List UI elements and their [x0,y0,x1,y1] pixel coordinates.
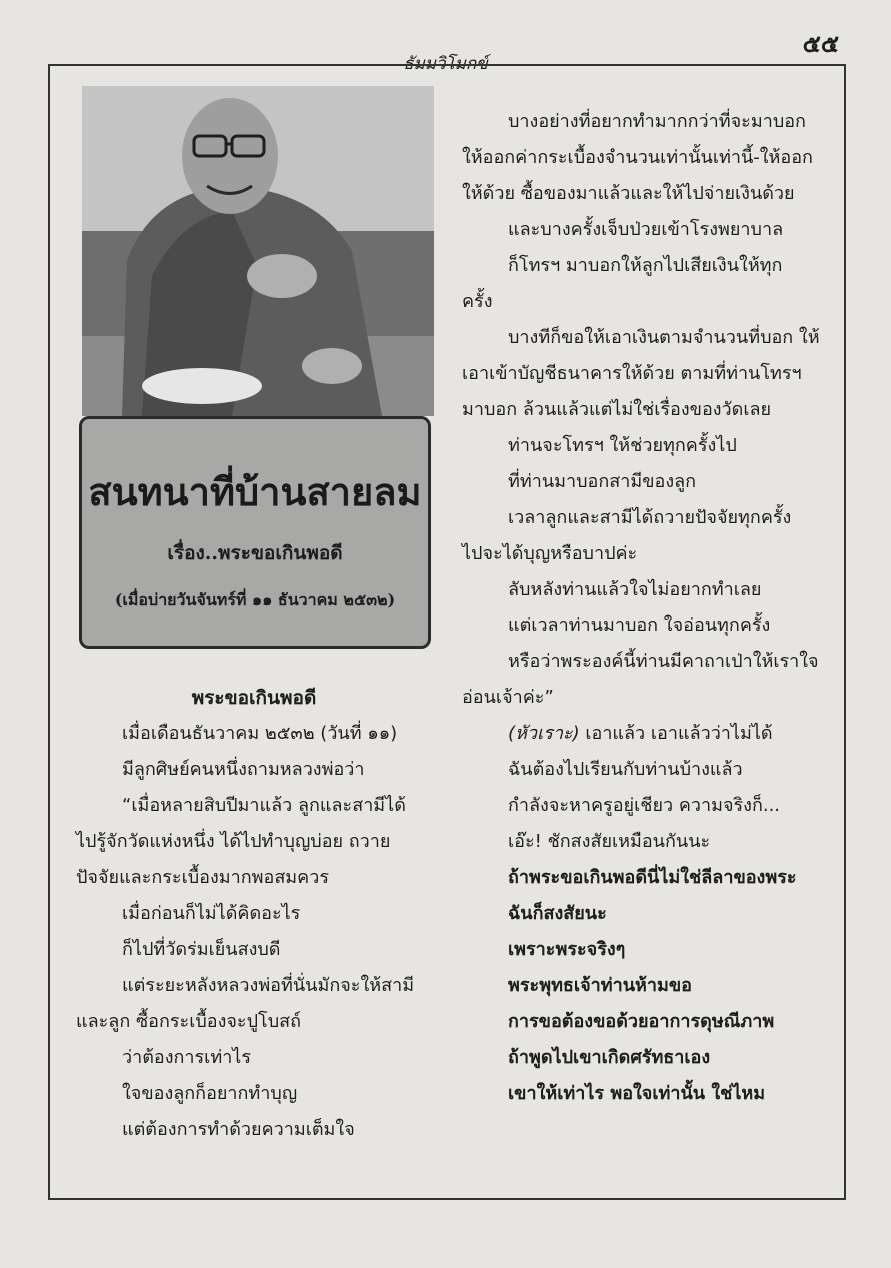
text-line: ใจของลูกก็อยากทำบุญ [122,1083,298,1104]
bold-line: ถ้าพระขอเกินพอดีนี่ไม่ใช่ลีลาของพระ [508,867,797,888]
article-date: (เมื่อบ่ายวันจันทร์ที่ ๑๑ ธันวาคม ๒๕๓๒) [114,590,396,609]
text-line: อ่อนเจ้าค่ะ” [462,687,554,708]
text-line [462,716,822,752]
text-line: บางทีก็ขอให้เอาเงินตามจำนวนที่บอก ให้ [508,327,820,348]
right-column [462,104,822,1112]
article-title: สนทนาที่บ้านสายลม [88,469,422,514]
text-line: ที่ท่านมาบอกสามีของลูก [508,471,697,492]
laughter-note: (หัวเราะ) [508,723,580,744]
text-line: ไปจะได้บุญหรือบาปค่ะ [462,543,638,564]
text-line: มาบอก ล้วนแล้วแต่ไม่ใช่เรื่องของวัดเลย [462,399,772,420]
title-box [79,416,431,649]
text-line: บางอย่างที่อยากทำมากกว่าที่จะมาบอก [508,111,806,132]
bold-line: เพราะพระจริงๆ [508,939,626,960]
text-line: ว่าต้องการเท่าไร [122,1047,252,1068]
text-line: ให้ด้วย ซื้อของมาแล้วและให้ไปจ่ายเงินด้วย [462,183,795,204]
text-line: หรือว่าพระองค์นี้ท่านมีคาถาเป่าให้เราใจ [508,651,819,672]
text-line: ลับหลังท่านแล้วใจไม่อยากทำเลย [508,579,762,600]
text-fragment: เอาแล้ว เอาแล้วว่าไม่ได้ [585,723,773,744]
bold-line: เขาให้เท่าไร พอใจเท่านั้น ใช่ไหม [508,1083,766,1104]
bold-line: การขอต้องขอด้วยอาการดุษณีภาพ [508,1011,775,1032]
bold-line: ถ้าพูดไปเขาเกิดศรัทธาเอง [508,1047,711,1068]
text-line: เอาเข้าบัญชีธนาคารให้ด้วย ตามที่ท่านโทรฯ [462,363,802,384]
article-subtitle: เรื่อง..พระขอเกินพอดี [167,542,343,564]
text-line: ก็โทรฯ มาบอกให้ลูกไปเสียเงินให้ทุก [508,255,783,276]
text-line: ให้ออกค่ากระเบื้องจำนวนเท่านั้นเท่านี้-ให้ออก [462,147,813,168]
page-number: ๕๕ [802,29,839,58]
text-line: ท่านจะโทรฯ ให้ช่วยทุกครั้งไป [508,435,737,456]
text-line: ไปรู้จักวัดแห่งหนึ่ง ได้ไปทำบุญบ่อย ถวาย [76,831,391,852]
running-head: ธัมมวิโมกข์ [403,54,488,74]
bold-line: พระพุทธเจ้าท่านห้ามขอ [508,975,692,996]
text-line: แต่ระยะหลังหลวงพ่อที่นั่นมักจะให้สามี [122,975,415,996]
monk-photo [82,86,434,416]
left-column [76,680,432,1148]
text-line: และบางครั้งเจ็บป่วยเข้าโรงพยาบาล [508,219,784,240]
text-line: เมื่อเดือนธันวาคม ๒๕๓๒ (วันที่ ๑๑) [122,723,398,744]
text-line: ปัจจัยและกระเบื้องมากพอสมควร [76,867,329,888]
text-line: เวลาลูกและสามีได้ถวายปัจจัยทุกครั้ง [508,507,792,528]
text-line: เมื่อก่อนก็ไม่ได้คิดอะไร [122,903,301,924]
monk-photo-illustration [82,86,434,416]
text-line: แต่ต้องการทำด้วยความเต็มใจ [122,1119,355,1140]
bold-line: ฉันก็สงสัยนะ [508,903,607,924]
text-line: เอ๊ะ! ชักสงสัยเหมือนกันนะ [508,831,711,852]
text-line: และลูก ซื้อกระเบื้องจะปูโบสถ์ [76,1011,302,1032]
text-line: ครั้ง [462,291,493,312]
text-line: ฉันต้องไปเรียนกับท่านบ้างแล้ว [508,759,743,780]
text-line: แต่เวลาท่านมาบอก ใจอ่อนทุกครั้ง [508,615,771,636]
section-heading: พระขอเกินพอดี [191,687,317,709]
text-line: มีลูกศิษย์คนหนึ่งถามหลวงพ่อว่า [122,759,365,780]
text-line: ก็ไปที่วัดร่มเย็นสงบดี [122,939,281,960]
text-line: “เมื่อหลายสิบปีมาแล้ว ลูกและสามีได้ [122,795,406,816]
text-line: กำลังจะหาครูอยู่เชียว ความจริงก็... [508,795,781,816]
